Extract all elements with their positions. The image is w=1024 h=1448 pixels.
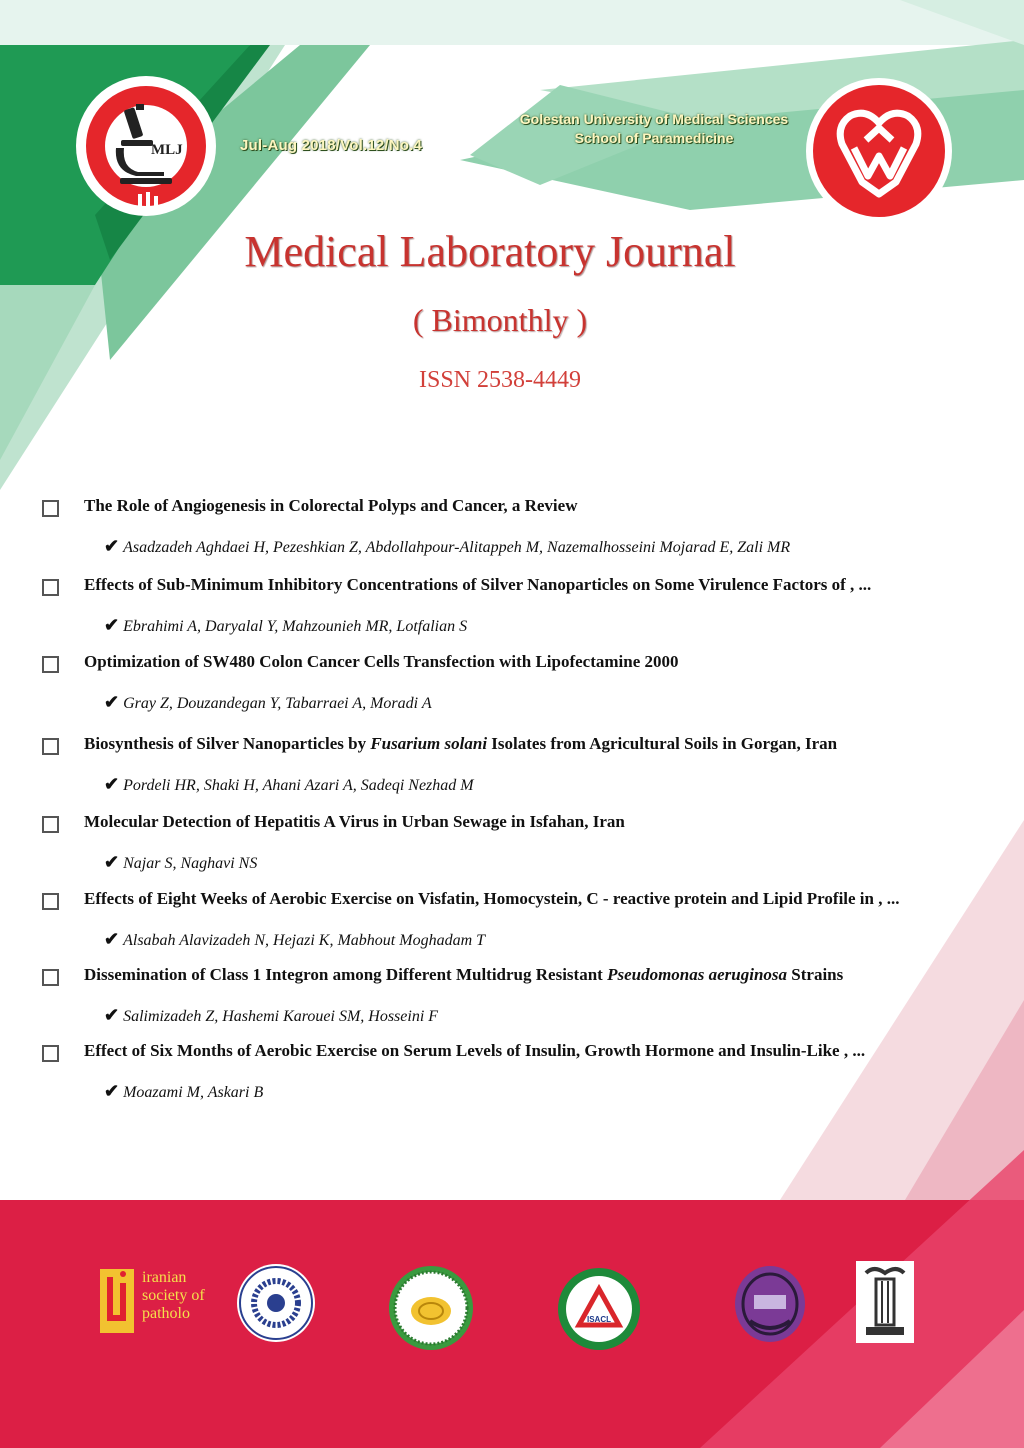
article-authors-text: Gray Z, Douzandegan Y, Tabarraei A, Moradi A — [123, 695, 432, 712]
checkmark-icon: ✔ — [104, 692, 120, 712]
triangle-emblem-icon — [557, 1267, 641, 1351]
article-authors — [104, 774, 474, 795]
article-authors — [104, 1005, 438, 1026]
article-checkbox[interactable] — [42, 500, 59, 517]
article-title: Molecular Detection of Hepatitis A Virus in Urban Sewage in Isfahan, Iran — [84, 812, 625, 831]
article-checkbox[interactable] — [42, 1045, 59, 1062]
article-checkbox[interactable] — [42, 738, 59, 755]
checkmark-icon: ✔ — [104, 774, 120, 794]
pathology-emblem-icon — [98, 1265, 138, 1335]
mlj-logo — [76, 76, 216, 216]
article-title-part: Strains — [787, 965, 844, 984]
article-title — [84, 734, 837, 754]
checkmark-icon: ✔ — [104, 929, 120, 949]
pathology-society-logo — [98, 1265, 218, 1345]
article-checkbox[interactable] — [42, 969, 59, 986]
article-authors — [104, 929, 485, 950]
article-title-part: Biosynthesis of Silver Nanoparticles by — [84, 734, 371, 753]
checkmark-icon: ✔ — [104, 1081, 120, 1101]
rosette-emblem-icon — [236, 1263, 316, 1343]
article-title-species: Fusarium solani — [370, 734, 488, 753]
article-authors — [104, 852, 257, 873]
journal-issn: ISSN 2538-4449 — [418, 367, 581, 393]
article-authors — [104, 692, 432, 713]
article-title — [84, 965, 843, 985]
article-title: Optimization of SW480 Colon Cancer Cells Transfection with Lipofectamine 2000 — [84, 652, 679, 671]
article-checkbox[interactable] — [42, 893, 59, 910]
checkmark-icon: ✔ — [104, 536, 120, 556]
article-authors — [104, 536, 790, 557]
article-authors — [104, 1081, 263, 1102]
heart-emblem-icon — [806, 78, 952, 224]
pillar-emblem-icon — [856, 1261, 914, 1343]
article-authors-text: Salimizadeh Z, Hashemi Karouei SM, Hosseini F — [123, 1008, 439, 1025]
microbiology-society-logo — [388, 1265, 474, 1351]
isacl-society-logo — [557, 1267, 641, 1351]
article-authors-text: Pordeli HR, Shaki H, Ahani Azari A, Sadeqi Nezhad M — [123, 777, 474, 794]
school-name: School of Paramedicine — [574, 130, 734, 146]
journal-title: Medical Laboratory Journal — [244, 227, 736, 276]
purple-emblem-icon — [734, 1265, 806, 1343]
iacl-society-logo — [734, 1265, 806, 1343]
article-authors-text: Asadzadeh Aghdaei H, Pezeshkian Z, Abdollahpour-Alitappeh M, Nazemalhosseini Mojarad E, Zali MR — [123, 539, 791, 556]
article-authors-text: Moazami M, Askari B — [123, 1084, 264, 1101]
pillar-society-logo — [856, 1261, 914, 1343]
mlj-logo-text: MLJ — [151, 142, 183, 158]
article-checkbox[interactable] — [42, 816, 59, 833]
article-title: The Role of Angiogenesis in Colorectal Polyps and Cancer, a Review — [84, 496, 578, 515]
parasitology-society-logo — [236, 1263, 316, 1343]
article-authors — [104, 615, 467, 636]
article-authors-text: Najar S, Naghavi NS — [123, 855, 258, 872]
pathology-society-name — [142, 1269, 205, 1323]
article-checkbox[interactable] — [42, 579, 59, 596]
university-logo — [806, 78, 952, 224]
microscope-icon — [76, 76, 216, 216]
article-authors-text: Ebrahimi A, Daryalal Y, Mahzounieh MR, Lotfalian S — [123, 618, 468, 635]
article-title: Effects of Sub-Minimum Inhibitory Concentrations of Silver Nanoparticles on Some Virulence Factors of , ... — [84, 575, 872, 594]
pathology-society-line: patholo — [142, 1305, 190, 1322]
article-title-species: Pseudomonas aeruginosa — [607, 965, 788, 984]
wreath-emblem-icon — [388, 1265, 474, 1351]
checkmark-icon: ✔ — [104, 852, 120, 872]
article-authors-text: Alsabah Alavizadeh N, Hejazi K, Mabhout Moghadam T — [123, 932, 486, 949]
svg-text:ISACL: ISACL — [587, 1315, 611, 1324]
issue-info: Jul-Aug 2018/Vol.12/No.4 — [240, 137, 423, 154]
society-logos — [0, 1255, 1024, 1355]
university-name: Golestan University of Medical Sciences — [519, 111, 789, 127]
article-title: Effect of Six Months of Aerobic Exercise on Serum Levels of Insulin, Growth Hormone and Insulin-Like , ... — [84, 1041, 866, 1060]
pathology-society-line: iranian — [142, 1269, 187, 1286]
article-checkbox[interactable] — [42, 656, 59, 673]
article-title-part: Isolates from Agricultural Soils in Gorgan, Iran — [487, 734, 838, 753]
journal-frequency: ( Bimonthly ) — [412, 302, 588, 338]
checkmark-icon: ✔ — [104, 615, 120, 635]
university-block — [506, 110, 802, 148]
article-title: Effects of Eight Weeks of Aerobic Exercise on Visfatin, Homocystein, C - reactive protein and Lipid Profile in , ... — [84, 889, 900, 908]
article-title-part: Dissemination of Class 1 Integron among Different Multidrug Resistant — [84, 965, 608, 984]
pathology-society-line: society of — [142, 1287, 205, 1304]
checkmark-icon: ✔ — [104, 1005, 120, 1025]
